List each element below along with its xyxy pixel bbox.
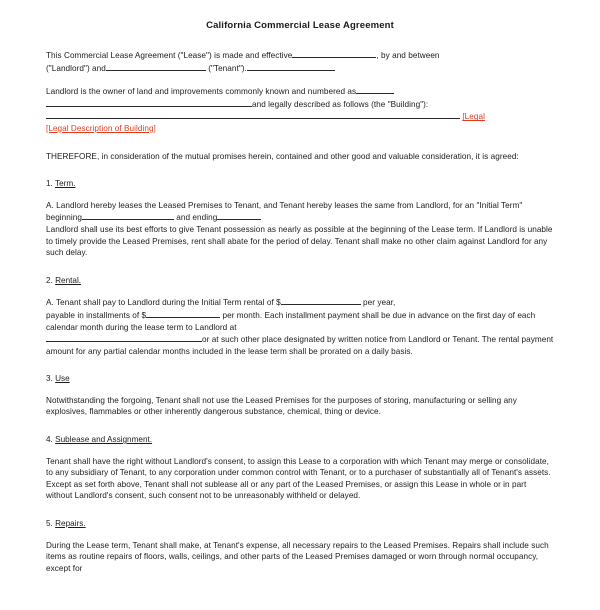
section-heading-repairs bbox=[46, 518, 554, 530]
use-number: 3. bbox=[46, 374, 53, 384]
intro-text-4: ("Tenant"). bbox=[208, 63, 247, 73]
repairs-number: 5. bbox=[46, 519, 53, 529]
paragraph-use-body: Notwithstanding the forgoing, Tenant shall not use the Leased Premises for the purposes of storing, manufacturing or selling any explosives, flammables or other inherently dangerous substance, chemical, thing or device. bbox=[46, 395, 517, 417]
blank-annual-rent[interactable] bbox=[281, 296, 361, 305]
repairs-heading-label: Repairs. bbox=[55, 519, 86, 529]
term-number: 1. bbox=[46, 179, 53, 189]
paragraph-building-line2 bbox=[46, 98, 554, 111]
paragraph-building-rule bbox=[46, 110, 554, 123]
section-heading-term bbox=[46, 178, 554, 190]
sublease-heading-label: Sublease and Assignment. bbox=[55, 435, 153, 445]
paragraph-rental-a-line2 bbox=[46, 309, 554, 333]
intro-text-2: , by and between bbox=[376, 51, 440, 60]
section-heading-use bbox=[46, 373, 554, 385]
paragraph-intro bbox=[46, 49, 554, 74]
paragraph-building bbox=[46, 85, 554, 98]
blank-monthly-rent[interactable] bbox=[146, 309, 220, 318]
rental-heading-label: Rental. bbox=[55, 275, 82, 285]
rental-a-text-2: per year, bbox=[363, 298, 396, 308]
paragraph-rental-a-line3 bbox=[46, 333, 554, 357]
section-heading-rental bbox=[46, 275, 554, 287]
redline-legal-description: [Legal Description of Building] bbox=[46, 123, 156, 133]
paragraph-repairs-body: During the Lease term, Tenant shall make, at Tenant's expense, all necessary repairs to the Leased Premises. Repairs shall include such items as routine repairs of floors, walls, ceilings, and other parts of the Leased Premises damaged or worn through normal occupancy, except for bbox=[46, 540, 549, 573]
building-text-1: Landlord is the owner of land and improvements commonly known and numbered as bbox=[46, 87, 357, 97]
paragraph-building-redline bbox=[46, 123, 554, 135]
term-heading-label: Term. bbox=[54, 179, 76, 189]
intro-text-1: This Commercial Lease Agreement ("Lease") is made and effective bbox=[46, 51, 293, 60]
rental-a-text-1: A. Tenant shall pay to Landlord during the Initial Term rental of $ bbox=[46, 298, 281, 308]
rental-a-text-5: or at such other place designated by written notice from Landlord or Tenant. The rental payment amount for any partial calendar months included in the lease term shall be prorated on a daily basis. bbox=[46, 335, 554, 356]
intro-text-3: ("Landlord") and bbox=[46, 63, 106, 73]
paragraph-rental-a-line1 bbox=[46, 296, 554, 309]
blank-term-begin[interactable] bbox=[82, 211, 174, 220]
paragraph-term-a bbox=[46, 200, 554, 224]
section-heading-sublease bbox=[46, 434, 554, 446]
blank-term-end[interactable] bbox=[217, 211, 261, 220]
blank-payment-address[interactable] bbox=[46, 333, 202, 342]
blank-legal-description-line[interactable] bbox=[46, 110, 460, 119]
sublease-number: 4. bbox=[46, 435, 53, 445]
page-title: California Commercial Lease Agreement bbox=[206, 20, 394, 31]
paragraph-term-a-body: Landlord shall use its best efforts to give Tenant possession as nearly as possible at the beginning of the Lease term. If Landlord is unable to timely provide the Leased Premises, rent shall abate for the period of delay. Tenant shall make no other claim against Landlord for any such delay. bbox=[46, 224, 553, 258]
paragraph-sublease-body: Tenant shall have the right without Landlord's consent, to assign this Lease to a corporation with which Tenant may merge or consolidate, to any subsidiary of Tenant, to any corporation under common control with Tenant, or to a purchaser of substantially all of Tenant's assets. Except as set forth above, Tenant shall not sublease all or any part of the Leased Premises, or assign this Lease in whole or in part without Landlord's consent, such consent not to be unreasonably withheld or delayed. bbox=[46, 456, 551, 501]
term-a-text-1: A. Landlord hereby leases the Leased Premises to Tenant, and Tenant hereby leases the same from Landlord, for an "Initial Term" beginning bbox=[46, 200, 523, 223]
use-heading-label: Use bbox=[55, 374, 70, 384]
blank-building-number[interactable] bbox=[356, 85, 394, 94]
building-text-2: and legally described as follows (the "Building"): bbox=[252, 99, 429, 109]
redline-legal-description-part1: [Legal bbox=[462, 112, 485, 122]
blank-tenant-name[interactable] bbox=[247, 62, 335, 71]
paragraph-therefore: THEREFORE, in consideration of the mutual promises herein, contained and other good and valuable consideration, it is agreed: bbox=[46, 151, 519, 161]
rental-number: 2. bbox=[46, 275, 53, 285]
rental-a-text-3: payable in installments of $ bbox=[46, 310, 147, 320]
blank-effective-date[interactable] bbox=[292, 49, 376, 58]
blank-landlord-name[interactable] bbox=[106, 62, 206, 71]
rental-a-text-4: per month. Each installment payment shall be due in advance on the first day of each calendar month during the lease term to Landlord at bbox=[46, 310, 536, 332]
blank-building-address[interactable] bbox=[46, 98, 252, 107]
term-a-text-2: and ending bbox=[176, 213, 218, 223]
